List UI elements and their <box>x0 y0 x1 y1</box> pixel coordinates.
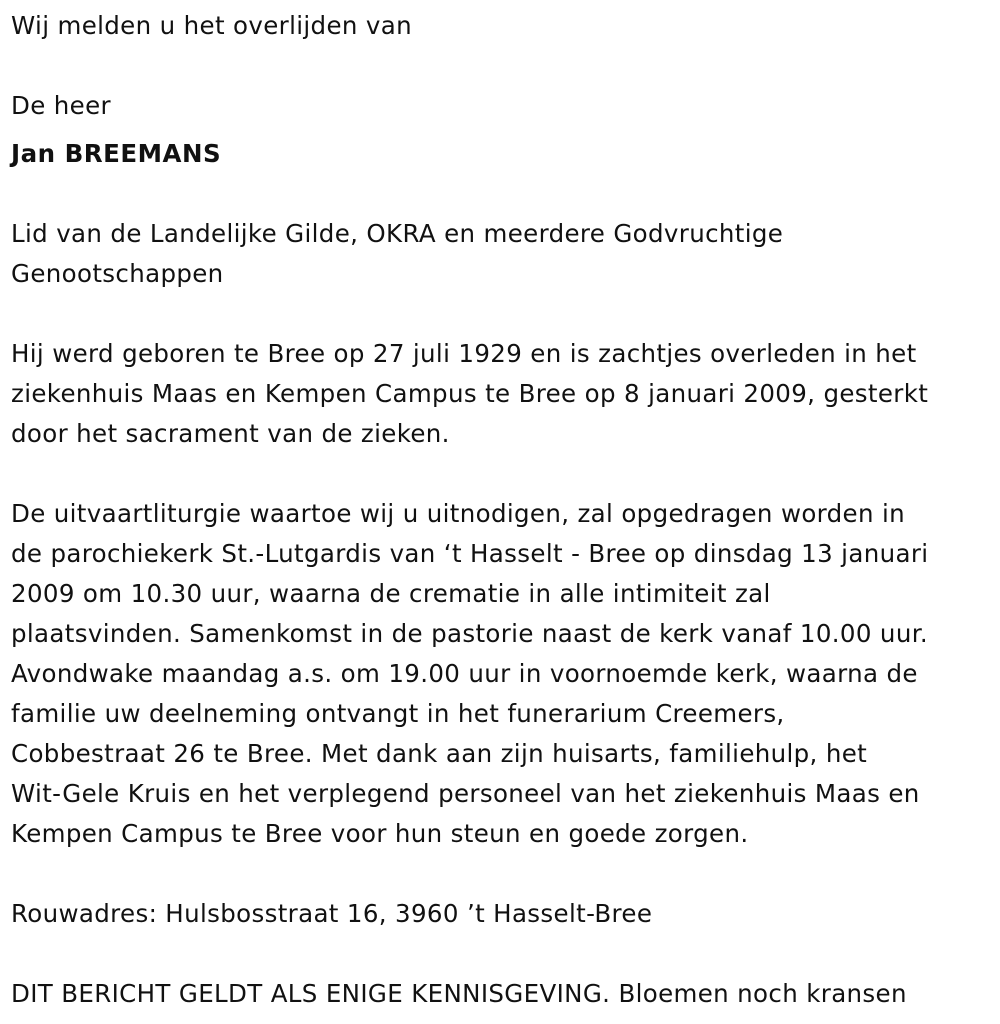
paragraph-line: 2009 om 10.30 uur, waarna de crematie in alle intimiteit zal <box>11 579 771 608</box>
paragraph-line: ziekenhuis Maas en Kempen Campus te Bree op 8 januari 2009, gesterkt <box>11 379 929 408</box>
paragraph-line: de parochiekerk St.-Lutgardis van ‘t Hasselt - Bree op dinsdag 13 januari <box>11 539 929 568</box>
paragraph-line: De uitvaartliturgie waartoe wij u uitnodigen, zal opgedragen worden in <box>11 499 906 528</box>
closing-line: DIT BERICHT GELDT ALS ENIGE KENNISGEVING. Bloemen noch kransen <box>11 979 907 1008</box>
intro-line: Wij melden u het overlijden van <box>11 11 412 40</box>
paragraph-line: Cobbestraat 26 te Bree. Met dank aan zijn huisarts, familiehulp, het <box>11 739 868 768</box>
paragraph-line: door het sacrament van de zieken. <box>11 419 450 448</box>
mourning-address: Rouwadres: Hulsbosstraat 16, 3960 ’t Hasselt-Bree <box>11 899 653 928</box>
paragraph-line: plaatsvinden. Samenkomst in de pastorie naast de kerk vanaf 10.00 uur. <box>11 619 929 648</box>
paragraph-line: Genootschappen <box>11 259 224 288</box>
paragraph-line: Wit-Gele Kruis en het verplegend personeel van het ziekenhuis Maas en <box>11 779 920 808</box>
death-notice <box>11 6 986 1014</box>
paragraph-line: familie uw deelneming ontvangt in het funerarium Creemers, <box>11 699 785 728</box>
paragraph-line: Kempen Campus te Bree voor hun steun en goede zorgen. <box>11 819 749 848</box>
membership-paragraph <box>11 214 986 294</box>
paragraph-line: Hij werd geboren te Bree op 27 juli 1929 en is zachtjes overleden in het <box>11 339 917 368</box>
funeral-paragraph <box>11 494 986 854</box>
title-line: De heer <box>11 91 111 120</box>
paragraph-line: Lid van de Landelijke Gilde, OKRA en meerdere Godvruchtige <box>11 219 784 248</box>
birth-death-paragraph <box>11 334 986 454</box>
deceased-name: Jan BREEMANS <box>11 139 222 168</box>
paragraph-line: Avondwake maandag a.s. om 19.00 uur in voornoemde kerk, waarna de <box>11 659 918 688</box>
